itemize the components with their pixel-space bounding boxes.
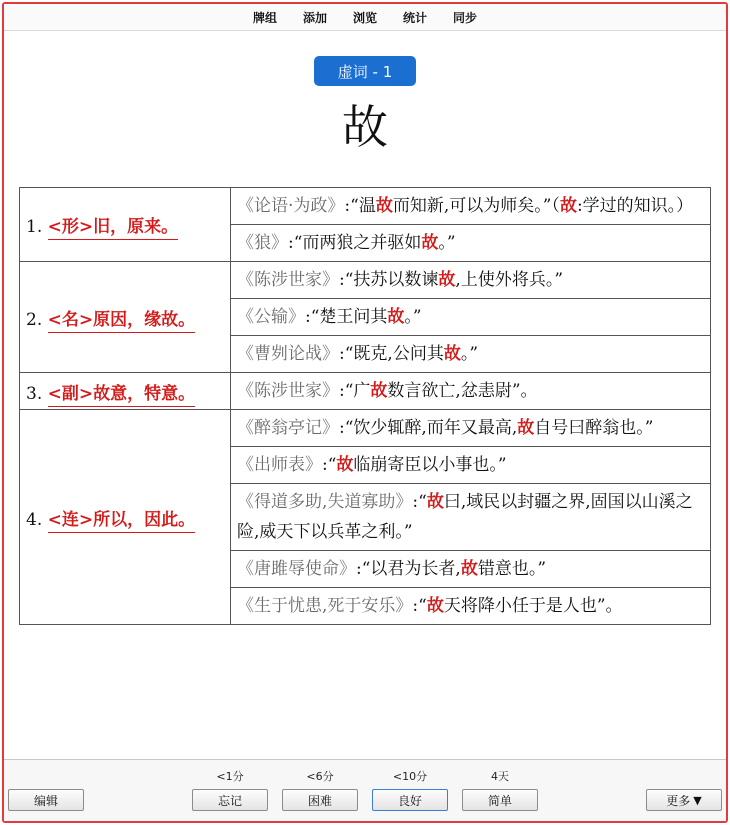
highlighted-character: 故 (336, 455, 354, 475)
source-title: 《得道多助,失道寡助》 (237, 492, 413, 512)
interval-good: <10分 (392, 770, 428, 783)
sense-number: 1. (26, 217, 43, 237)
sense-definition: <副>故意，特意。 (48, 384, 196, 407)
example-cell (231, 447, 711, 484)
source-title: 《陈涉世家》 (237, 381, 339, 401)
nav-browse[interactable]: 浏览 (352, 10, 377, 25)
example-cell (231, 551, 711, 588)
sense-definition: <连>所以，因此。 (48, 510, 196, 533)
example-text: 错意也。” (477, 559, 547, 579)
highlighted-character: 故 (517, 418, 535, 438)
sense-cell (20, 373, 231, 410)
headword: 故 (342, 100, 388, 154)
example-cell (231, 410, 711, 447)
example-text: :“既克,公问其 (339, 344, 444, 364)
highlighted-character: 故 (426, 596, 444, 616)
example-text: :“扶苏以数谏 (339, 270, 439, 290)
sense-cell (20, 188, 231, 262)
example-cell (231, 225, 711, 262)
source-title: 《公输》 (237, 307, 305, 327)
highlighted-character: 故 (375, 196, 393, 216)
example-text: :“而两狼之并驱如 (288, 233, 422, 253)
highlighted-character: 故 (421, 233, 439, 253)
nav-stats[interactable]: 统计 (403, 10, 428, 25)
sense-definition: <名>原因，缘故。 (48, 310, 196, 333)
table-row (20, 262, 711, 299)
source-title: 《曹刿论战》 (237, 344, 339, 364)
source-title: 《出师表》 (237, 455, 322, 475)
sense-definition: <形>旧，原来。 (48, 217, 179, 240)
source-title: 《生于忧患,死于安乐》 (237, 596, 413, 616)
deck-badge: 虚词 - 1 (314, 56, 416, 86)
sense-number: 2. (26, 309, 43, 330)
interval-easy: 4天 (491, 770, 509, 783)
meaning-table (19, 187, 711, 625)
nav-add[interactable]: 添加 (302, 10, 327, 25)
edit-button[interactable]: 编辑 (8, 789, 84, 811)
example-text: :学过的知识。） (576, 196, 694, 216)
example-text: 而知新,可以为师矣。”（ (392, 196, 560, 216)
source-title: 《唐雎辱使命》 (237, 559, 356, 579)
example-text: 。” (460, 344, 479, 364)
source-title: 《陈涉世家》 (237, 270, 339, 290)
example-text: 自号曰醉翁也。” (534, 418, 654, 438)
highlighted-character: 故 (438, 270, 456, 290)
sense-number: 3. (26, 383, 43, 404)
example-text: :“温 (344, 196, 376, 216)
again-button[interactable]: 忘记 (192, 789, 268, 811)
example-text: 临崩寄臣以小事也。” (353, 455, 507, 475)
table-row (20, 188, 711, 225)
interval-hard: <6分 (306, 770, 334, 783)
example-cell (231, 299, 711, 336)
highlighted-character: 故 (460, 559, 478, 579)
example-text: :“广 (339, 381, 371, 401)
example-cell (231, 188, 711, 225)
table-row (20, 373, 711, 410)
example-text: :“ (322, 455, 337, 475)
nav-decks[interactable]: 牌组 (252, 10, 277, 25)
highlighted-character: 故 (426, 492, 444, 512)
sense-cell (20, 410, 231, 625)
easy-button[interactable]: 简单 (462, 789, 538, 811)
highlighted-character: 故 (387, 307, 405, 327)
highlighted-character: 故 (370, 381, 388, 401)
example-text: :“楚王问其 (305, 307, 388, 327)
example-text: 天将降小任于是人也”。 (443, 596, 623, 616)
interval-again: <1分 (216, 770, 244, 783)
nav-sync[interactable]: 同步 (453, 10, 478, 25)
good-button[interactable]: 良好 (372, 789, 448, 811)
source-title: 《醉翁亭记》 (237, 418, 339, 438)
answer-bar (4, 759, 726, 821)
more-button[interactable] (646, 789, 722, 811)
example-text: :“饮少辄醉,而年又最高, (339, 418, 518, 438)
example-text: 。” (404, 307, 422, 327)
table-row (20, 410, 711, 447)
example-text: :“ (412, 492, 427, 512)
example-text: 曰,域民以封疆之界,固国以山溪之险,威天下以兵革之利。” (237, 492, 693, 542)
example-cell (231, 336, 711, 373)
sense-cell (20, 262, 231, 373)
highlighted-character: 故 (559, 196, 577, 216)
hard-button[interactable]: 困难 (282, 789, 358, 811)
top-nav (4, 4, 726, 31)
example-cell (231, 484, 711, 551)
source-title: 《狼》 (237, 233, 288, 253)
example-text: 数言欲亡,忿恚尉”。 (387, 381, 538, 401)
triangle-down-icon: ▼ (693, 793, 702, 807)
example-text: :“以君为长者, (356, 559, 461, 579)
example-cell (231, 588, 711, 625)
example-text: :“ (412, 596, 427, 616)
example-text: ,上使外将兵。” (455, 270, 564, 290)
example-cell (231, 262, 711, 299)
sense-number: 4. (26, 509, 43, 530)
example-text: 。” (438, 233, 456, 253)
highlighted-character: 故 (443, 344, 461, 364)
example-cell (231, 373, 711, 410)
more-label: 更多 (666, 793, 691, 808)
source-title: 《论语·为政》 (237, 196, 345, 216)
